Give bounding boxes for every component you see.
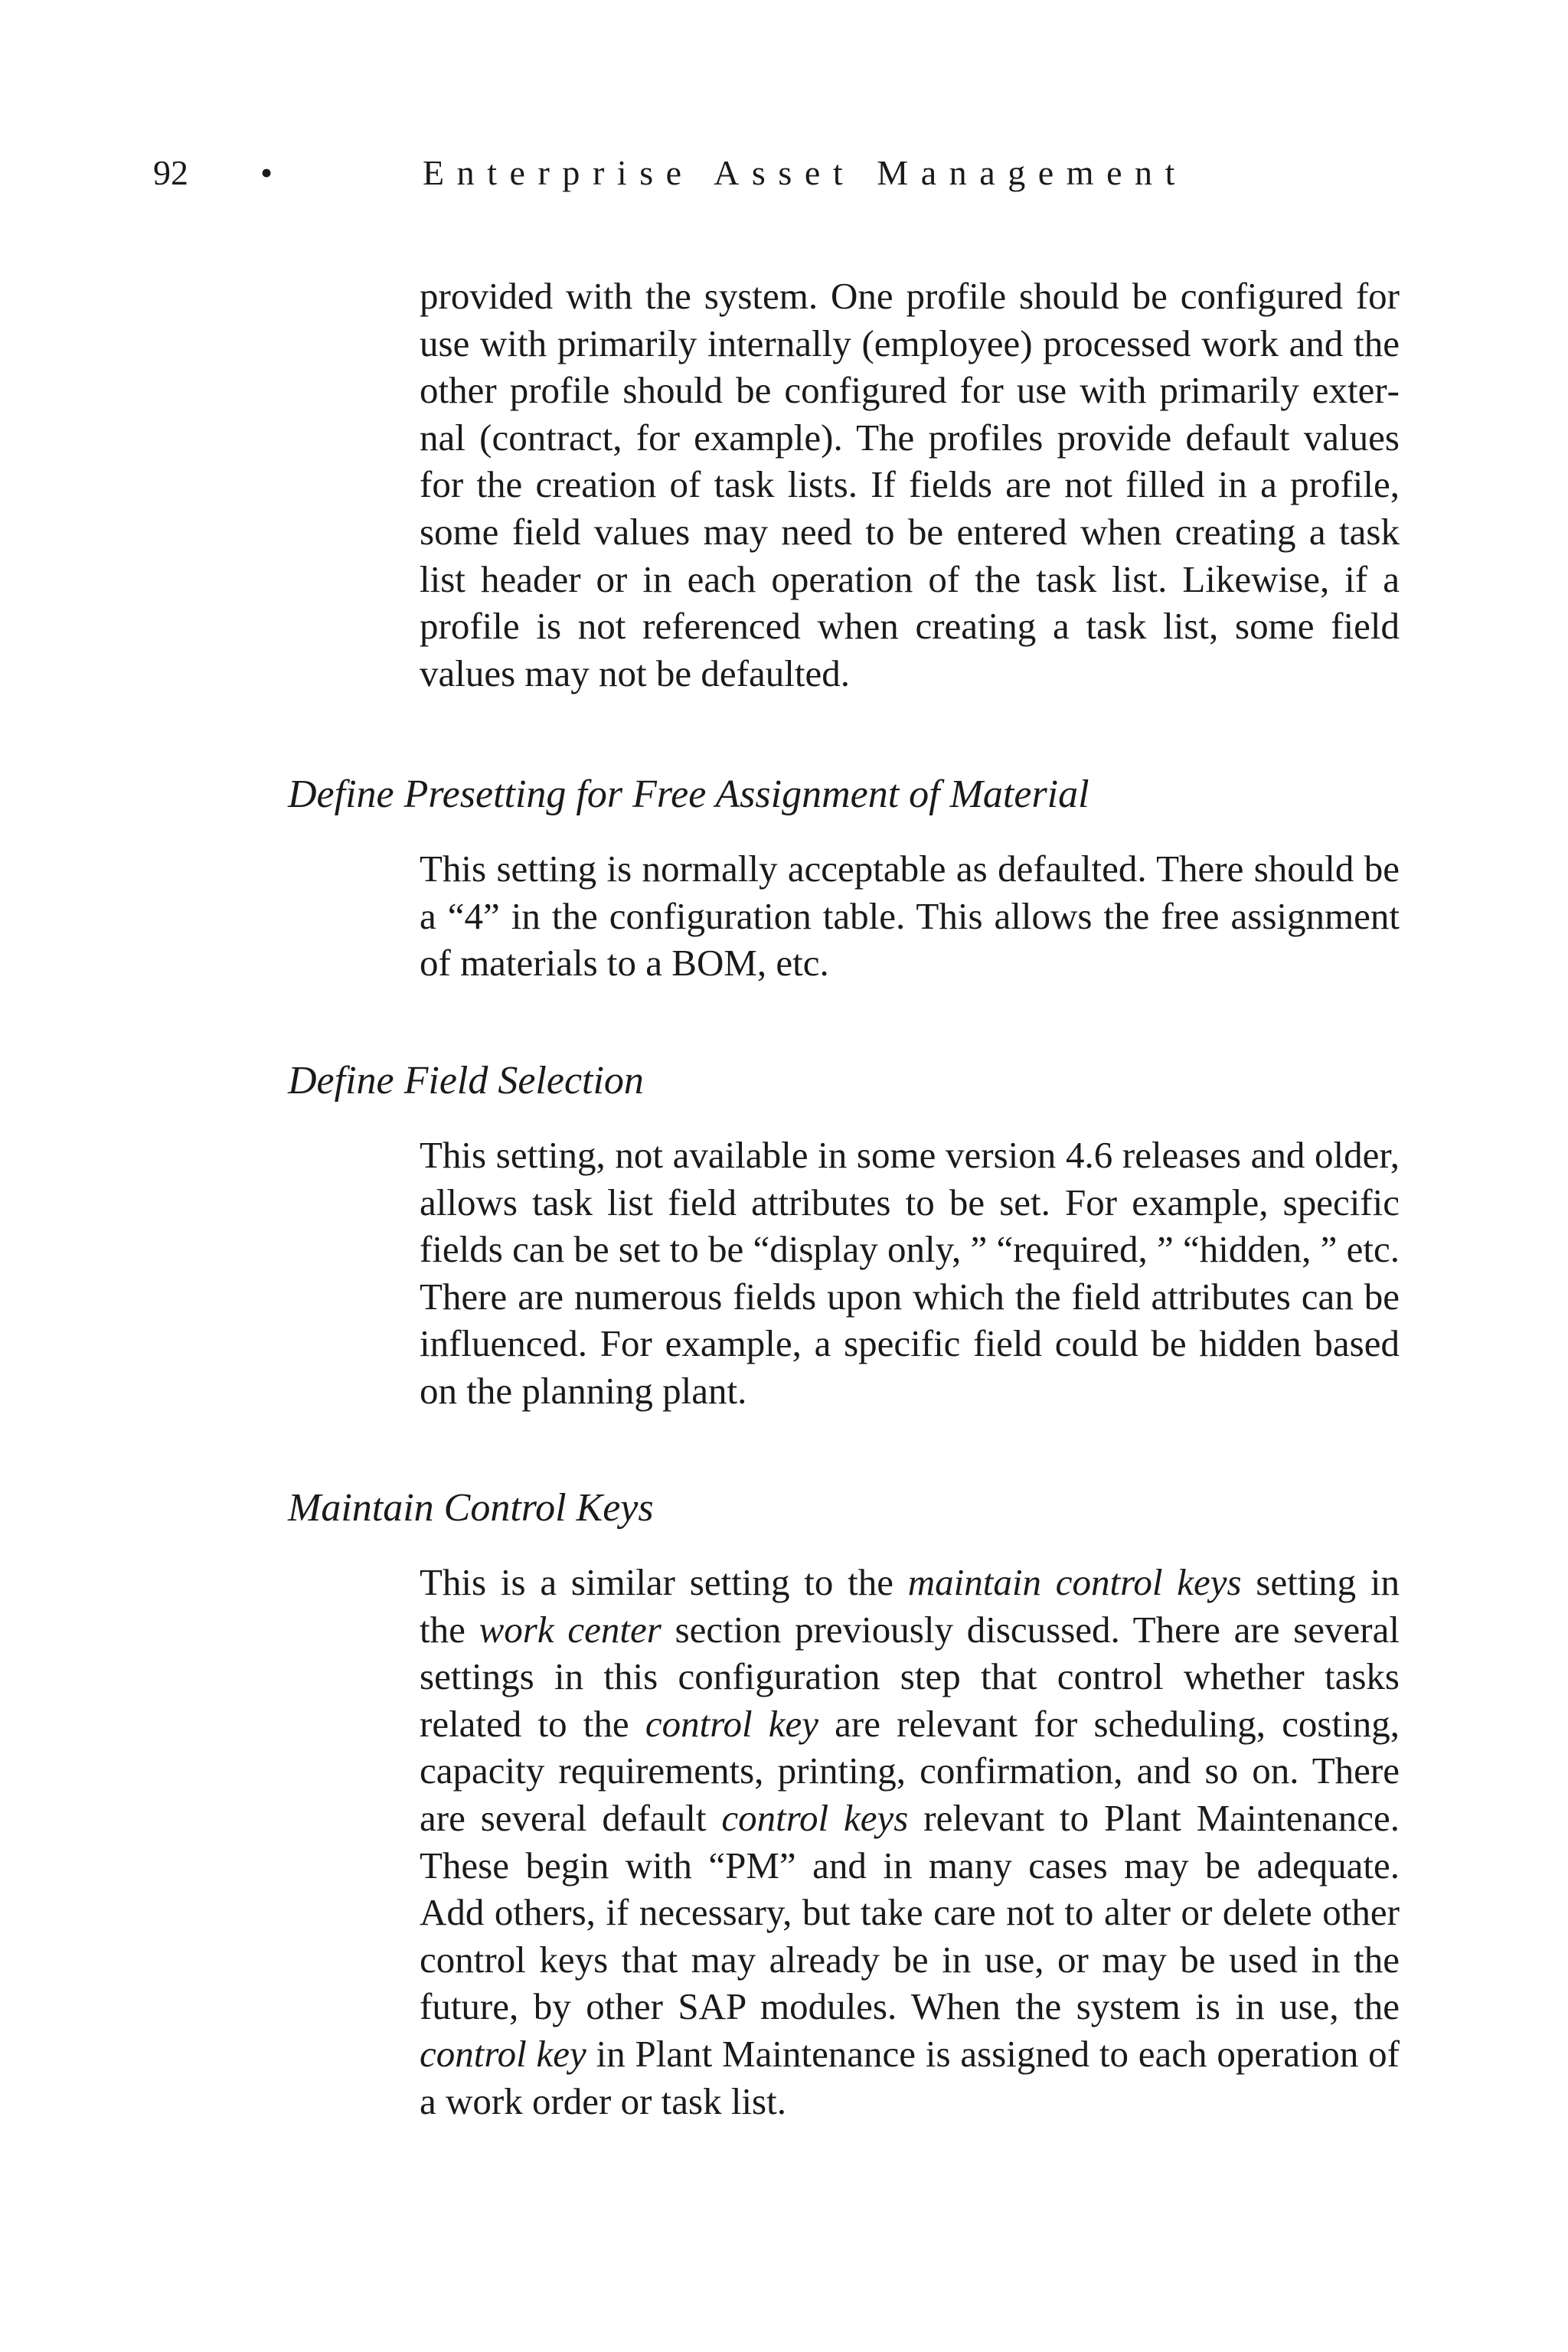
header-bullet: • bbox=[260, 153, 273, 192]
heading-field-selection: Define Field Selection bbox=[288, 1059, 644, 1102]
paragraph-free-assignment: This setting is normally acceptable as defaulted. There should be a “4” in the configuration table. This allows the free assignment of materials to a BOM, etc. bbox=[420, 848, 1400, 985]
control-keys-term-5: control key bbox=[420, 2032, 586, 2075]
control-keys-text-1: This is a similar setting to the bbox=[420, 1561, 908, 1603]
control-keys-term-1: maintain control keys bbox=[907, 1561, 1242, 1603]
control-keys-term-4: control keys bbox=[721, 1796, 909, 1839]
page-header bbox=[153, 150, 1409, 196]
running-head-title: Enterprise Asset Management bbox=[423, 153, 1187, 192]
heading-free-assignment: Define Presetting for Free Assignment of Material bbox=[288, 773, 1089, 816]
control-keys-text-3: section previously discussed. There are several settings in this configuration step that control whether tasks related to the bbox=[420, 1608, 1400, 1745]
paragraph-field-selection: This setting, not available in some version 4.6 releases and older, allows task list field attributes to be set. For example, specific fields can be set to be “display only, ” “required, ” “hidden, ” etc. There are numerous fields upon which the field attributes can be influenced. For example, a specific field could be hidden based on the planning plant. bbox=[420, 1134, 1400, 1412]
control-keys-text-6: in Plant Maintenance is assigned to each operation of a work order or task list. bbox=[420, 2032, 1400, 2122]
page-number: 92 bbox=[153, 153, 188, 192]
intro-paragraph: provided with the system. One profile should be configured for use with primarily internally (employee) processed work and the other profile should be configured for use with primarily external (contract, for example). The profiles provide default values for the creation of task lists. If fields are not filled in a profile, some field values may need to be entered when creating a task list header or in each operation of the task list. Likewise, if a profile is not referenced when creating a task list, some field values may not be defaulted. bbox=[420, 275, 1400, 694]
control-keys-term-2: work center bbox=[479, 1608, 662, 1651]
control-keys-text-5: relevant to Plant Maintenance. These begin with “PM” and in many cases may be adequate. Add others, if necessary, but take care not to alter or delete other control keys that may already be in use, or may be used in the future, by other SAP modules. When the system is in use, the bbox=[420, 1796, 1400, 2028]
control-keys-text-2: setting in the bbox=[420, 1561, 1400, 1651]
control-keys-text-4: are relevant for scheduling, costing, capacity requirements, printing, confirmation, and so on. There are several default bbox=[420, 1702, 1400, 1839]
control-keys-term-3: control key bbox=[645, 1702, 818, 1745]
heading-control-keys: Maintain Control Keys bbox=[288, 1486, 654, 1530]
paragraph-control-keys bbox=[420, 1559, 1400, 2125]
